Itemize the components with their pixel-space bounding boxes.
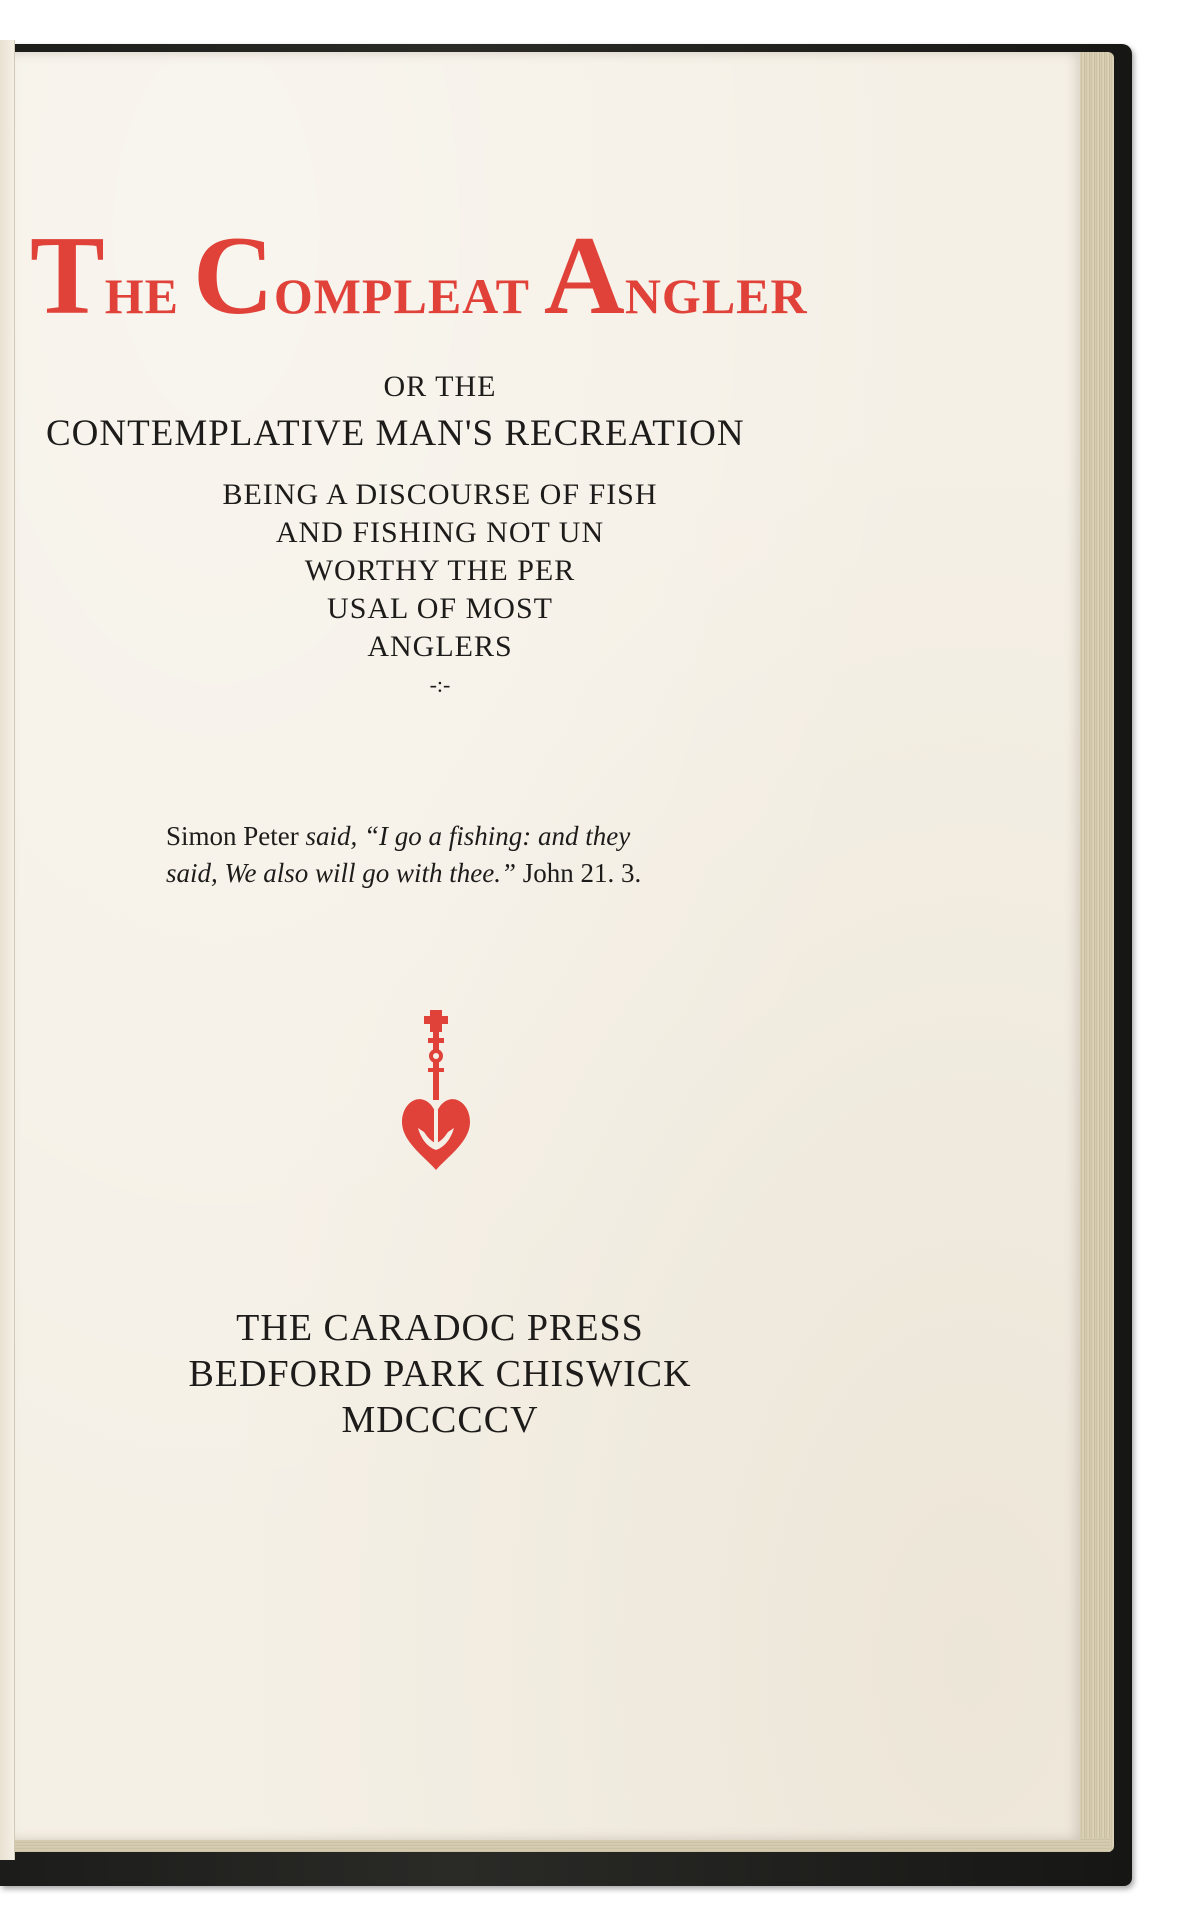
title-initial: C [192,214,274,338]
imprint-line: THE CARADOC PRESS [236,1307,644,1349]
title-word: NGLER [624,268,808,324]
title-word: OMPLEAT [273,268,530,324]
discourse-line: AND FISHING NOT UN [275,516,605,549]
discourse-line: USAL OF MOST [327,592,553,625]
page-edges [1080,52,1114,1852]
epigraph-text-italic: said, “I go a fishing: and they [305,821,631,851]
epigraph-text: Simon Peter [166,821,306,851]
epigraph [166,818,766,892]
discourse-line: BEING A DISCOURSE OF FISH [222,478,658,511]
discourse-line: WORTHY THE PER [304,554,576,587]
subtitle: CONTEMPLATIVE MAN'S RECREATION [46,413,745,454]
epigraph-citation: John 21. 3. [516,858,642,888]
epigraph-text-italic: said, We also will go with thee.” [166,858,517,888]
imprint-line: BEDFORD PARK CHISWICK [188,1353,692,1395]
imprint-date: MDCCCCV [341,1399,539,1441]
page-edges-bottom [10,1838,1110,1852]
ornament-divider: -:- [429,672,451,697]
discourse-line: ANGLERS [367,630,513,663]
book-title [30,214,870,338]
title-word: HE [104,268,179,324]
facing-page-gutter [0,40,15,1860]
title-initial: A [543,214,625,338]
or-the-line: OR THE [383,370,497,403]
anchor-heart-device-icon [398,1010,474,1172]
title-initial: T [30,214,105,338]
